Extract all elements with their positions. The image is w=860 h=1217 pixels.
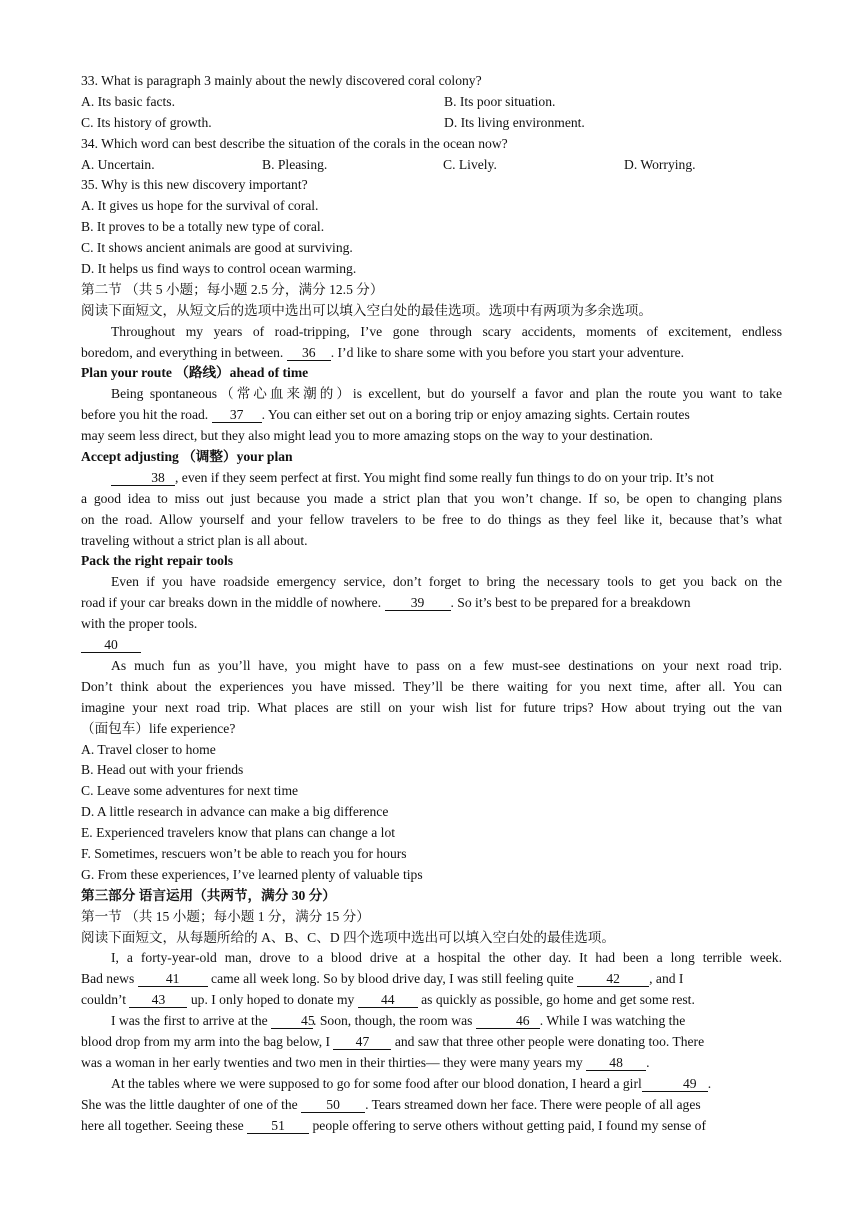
- option-35-c: C. It shows ancient animals are good at surviving.: [81, 240, 353, 256]
- option-35-a: A. It gives us hope for the survival of coral.: [81, 198, 319, 214]
- text-run: boredom, and everything in between.: [81, 344, 287, 360]
- passage-para-1-line-1: Throughout my years of road-tripping, I’ve gone through scary accidents, moments of excitement, endless: [111, 323, 782, 339]
- text-run: Bad news: [81, 971, 138, 987]
- option-33-d: D. Its living environment.: [444, 114, 585, 130]
- cloze-para-1-line-3: [81, 990, 782, 1011]
- text-run: , even if they seem perfect at first. You might find some really fun things to do on your trip. It’s not: [175, 469, 714, 485]
- passage-para-3-line-3: on the road. Allow yourself and your fellow travelers to be free to do things as they feel like it, because that’s what: [81, 511, 782, 527]
- question-35-stem: 35. Why is this new discovery important?: [81, 177, 308, 193]
- passage-para-5-line-3: imagine your next road trip. What places are still on your wish list for future trips? How about trying out the van: [81, 699, 782, 715]
- cloze-para-2-line-1: [81, 1011, 782, 1032]
- text-run: . While I was watching the: [539, 1013, 686, 1029]
- passage-para-3-line-1: [81, 468, 782, 489]
- text-run: was a woman in her early twenties and two men in their thirties— they were many years my: [81, 1054, 587, 1070]
- blank-50: 50: [301, 1097, 365, 1113]
- passage-para-4-line-2: [81, 593, 782, 614]
- question-34-stem: 34. Which word can best describe the situation of the corals in the ocean now?: [81, 135, 508, 151]
- text-run: . Tears streamed down her face. There were people of all ages: [365, 1096, 701, 1112]
- blank-43: 43: [129, 992, 187, 1008]
- text-run: . You can either set out on a boring trip or enjoy amazing sights. Certain routes: [261, 407, 690, 423]
- text-run: . So it’s best to be prepared for a breakdown: [450, 595, 691, 611]
- passage-para-4-line-3: with the proper tools.: [81, 616, 198, 632]
- passage-para-3-line-2: a good idea to miss out just because you made a strict plan that you won’t change. If so, be open to changing plans: [81, 490, 782, 506]
- question-33-options-row-1: [81, 92, 782, 113]
- choice-f: F. Sometimes, rescuers won’t be able to reach you for hours: [81, 845, 407, 861]
- text-run: up. I only hoped to donate my: [187, 992, 358, 1008]
- option-33-a: A. Its basic facts.: [81, 93, 175, 109]
- passage-heading-blank-40: [81, 635, 782, 656]
- text-run: She was the little daughter of one of the: [81, 1096, 302, 1112]
- text-run: road if your car breaks down in the middle of nowhere.: [81, 595, 385, 611]
- option-35-d: D. It helps us find ways to control ocean warming.: [81, 261, 357, 277]
- blank-39: 39: [385, 595, 451, 611]
- heading-pack-repair-tools: Pack the right repair tools: [81, 553, 234, 569]
- choice-c: C. Leave some adventures for next time: [81, 783, 299, 799]
- option-34-b: B. Pleasing.: [262, 156, 328, 172]
- text-run: At the tables where we were supposed to go for some food after our blood donation, I heard a girl: [111, 1075, 642, 1091]
- choice-a: A. Travel closer to home: [81, 741, 216, 757]
- passage-para-1-line-2: [81, 343, 782, 364]
- blank-47: 47: [333, 1034, 391, 1050]
- text-run: . Soon, though, the room was: [313, 1013, 476, 1029]
- choice-e: E. Experienced travelers know that plans can change a lot: [81, 825, 396, 841]
- option-34-d: D. Worrying.: [624, 156, 696, 172]
- text-run: here all together. Seeing these: [81, 1117, 248, 1133]
- text-run: I was the first to arrive at the: [111, 1013, 272, 1029]
- cloze-para-3-line-1: [81, 1074, 782, 1095]
- passage-para-3-line-4: traveling without a strict plan is all about.: [81, 532, 308, 548]
- text-run: , and I: [649, 971, 684, 987]
- text-run: .: [707, 1075, 712, 1091]
- blank-45: 45: [271, 1013, 313, 1029]
- blank-36: 36: [287, 345, 331, 361]
- passage-para-4-line-1: Even if you have roadside emergency service, don’t forget to bring the necessary tools to get you back on the: [111, 574, 782, 590]
- cloze-para-2-line-3: [81, 1053, 782, 1074]
- question-33-options-row-2: [81, 113, 782, 134]
- blank-46: 46: [476, 1013, 540, 1029]
- option-34-c: C. Lively.: [443, 156, 497, 172]
- heading-accept-adjusting: Accept adjusting （调整）your plan: [81, 449, 293, 465]
- choice-b: B. Head out with your friends: [81, 762, 244, 778]
- cloze-para-1-line-2: [81, 969, 782, 990]
- exam-page: [81, 71, 782, 1136]
- text-run: .: [646, 1054, 650, 1070]
- option-34-a: A. Uncertain.: [81, 156, 155, 172]
- blank-40: 40: [81, 637, 141, 653]
- blank-49: 49: [642, 1076, 708, 1092]
- part-3-header: 第三部分 语言运用（共两节，满分 30 分）: [81, 887, 336, 903]
- part-3-section-1-header: 第一节 （共 15 小题；每小题 1 分，满分 15 分）: [81, 908, 370, 924]
- cloze-para-3-line-3: [81, 1116, 782, 1137]
- text-run: . I’d like to share some with you before you start your adventure.: [330, 344, 685, 360]
- blank-48: 48: [586, 1055, 646, 1071]
- option-33-b: B. Its poor situation.: [444, 93, 556, 109]
- passage-para-5-line-1: As much fun as you’ll have, you might have to pass on a few must-see destinations on your next road trip.: [111, 657, 782, 673]
- cloze-para-3-line-2: [81, 1095, 782, 1116]
- blank-51: 51: [247, 1118, 309, 1134]
- question-34-options: [81, 155, 782, 176]
- text-run: before you hit the road.: [81, 407, 212, 423]
- cloze-para-2-line-2: [81, 1032, 782, 1053]
- cloze-para-1-line-1: I, a forty-year-old man, drove to a blood drive at a hospital the other day. It had been a long terrible week.: [111, 950, 782, 966]
- blank-37: 37: [212, 407, 262, 423]
- blank-42: 42: [577, 971, 649, 987]
- heading-plan-your-route: Plan your route （路线）ahead of time: [81, 365, 309, 381]
- passage-para-2-line-3: may seem less direct, but they also might lead you to more amazing stops on the way to your destination.: [81, 428, 653, 444]
- blank-44: 44: [358, 992, 418, 1008]
- text-run: and saw that three other people were donating too. There: [391, 1033, 705, 1049]
- passage-para-5-line-4: （面包车）life experience?: [81, 720, 236, 736]
- part-3-instructions: 阅读下面短文，从每题所给的 A、B、C、D 四个选项中选出可以填入空白处的最佳选项。: [81, 929, 615, 945]
- section-2-instructions: 阅读下面短文，从短文后的选项中选出可以填入空白处的最佳选项。选项中有两项为多余选项。: [81, 302, 652, 318]
- text-run: as quickly as possible, go home and get some rest.: [417, 992, 695, 1008]
- text-run: blood drop from my arm into the bag below, I: [81, 1033, 334, 1049]
- blank-41: 41: [138, 971, 208, 987]
- option-33-c: C. Its history of growth.: [81, 114, 212, 130]
- option-35-b: B. It proves to be a totally new type of coral.: [81, 219, 325, 235]
- section-2-header: 第二节 （共 5 小题；每小题 2.5 分，满分 12.5 分）: [81, 281, 384, 297]
- passage-para-2-line-1: Being spontaneous（常心血来潮的）is excellent, but do yourself a favor and plan the route you want to take: [111, 386, 782, 402]
- passage-para-2-line-2: [81, 405, 782, 426]
- text-run: people offering to serve others without getting paid, I found my sense of: [309, 1117, 706, 1133]
- choice-d: D. A little research in advance can make a big difference: [81, 804, 389, 820]
- choice-g: G. From these experiences, I’ve learned plenty of valuable tips: [81, 866, 423, 882]
- question-33-stem: 33. What is paragraph 3 mainly about the newly discovered coral colony?: [81, 73, 482, 88]
- blank-38: 38: [111, 470, 175, 486]
- text-run: came all week long. So by blood drive day, I was still feeling quite: [207, 971, 578, 987]
- text-run: couldn’t: [81, 992, 130, 1008]
- passage-para-5-line-2: Don’t think about the experiences you have missed. They’ll be there waiting for you next time, after all. You can: [81, 678, 782, 694]
